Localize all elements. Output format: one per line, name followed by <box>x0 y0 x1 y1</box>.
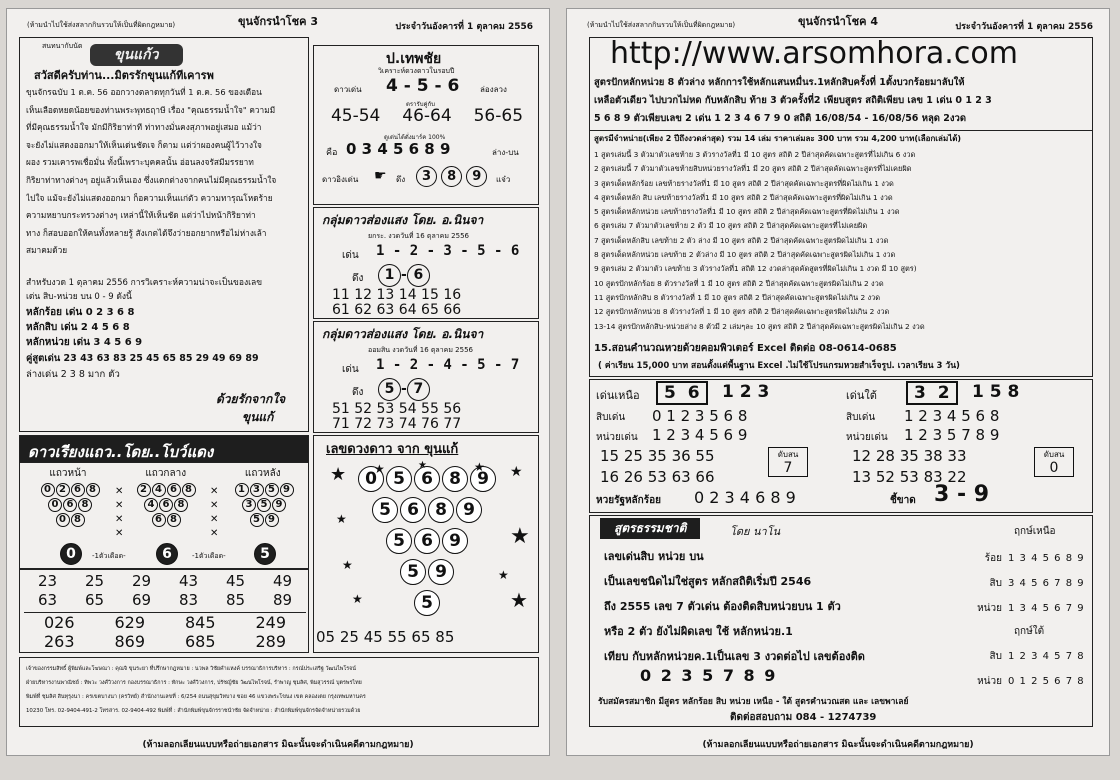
pull-digit: 7 <box>407 378 430 401</box>
natural-formula-box <box>589 515 1093 727</box>
pyramid-digit: 9 <box>272 498 286 512</box>
pthep-lead-label: ดาวเด่น <box>334 85 362 94</box>
article-line: กิริยาท่าทางต่างๆ อยู่แล้วเห็นเอง ซึ่งแตกต่างจากคนไม่มีคุณธรรมน้ำใจ <box>26 174 277 185</box>
formula-line: 10 สูตรปักหลักร้อย 8 ตัวรางวัลที่ 1 มี 10 สูตร สถิติ 2 ปีล่าสุดคัดเฉพาะสูตรผิดไม่เกิน 2 งวด <box>594 278 884 288</box>
south-luck-table <box>962 644 1090 694</box>
row-back-pyramid <box>228 482 300 527</box>
excel-line: 15.สอนคำนวณหวยด้วยคอมพิวเตอร์ Excel ติดต่อ 08-0614-0685 <box>594 343 897 354</box>
hundreds-line: หลักร้อย เด่น 0 2 3 6 8 <box>26 307 135 318</box>
formula-line: 8 สูตรเด็ดหลักหน่วย เลขท้าย 2 ตัวล่าง มี 10 สูตร สถิติ 2 ปีล่าสุดคัดเฉพาะสูตรผิดไม่เกิน 1 งวด <box>594 250 896 260</box>
north-tens-label: สิบเด่น <box>596 412 626 423</box>
north-luck-table <box>962 546 1090 621</box>
pyramid-digit: 6 <box>167 483 181 497</box>
pyramid-digit: 2 <box>56 483 70 497</box>
pick-digit: 0 <box>60 543 82 565</box>
shine-digit: 9 <box>466 166 487 187</box>
page-footer: (ห้ามลอกเลียนแบบหรือถ่ายเอกสาร มิฉะนั้นจะดำเนินคดีตามกฎหมาย) <box>142 740 414 750</box>
pyramid-digit: 4 <box>152 483 166 497</box>
pyramid-row <box>34 482 106 497</box>
star-digit: 0 <box>358 466 384 492</box>
star-icon: ★ <box>510 524 530 549</box>
pull-digit: 1 <box>378 264 401 287</box>
article-line: ผอง รวมเคารพเชื่อมั่น ทั้งนี้เพราะบุคคลนั้น อ่อนลงจรัสมีมรรยาท <box>26 157 254 168</box>
intro-line: เหลือตัวเดียว ไปบวกไม่หด กับหลักสิบ ท้าย 3 ตัวครั้งที่2 เพียบสูตร สถิติเพียบ เลข 1 เด่น 0 1 2 3 <box>594 95 992 106</box>
numbers-intro: สำหรับงวด 1 ตุลาคม 2556 การวิเคราะห์ความน่าจะเป็นของเลข <box>26 278 263 288</box>
credits-line: เจ้าของกรรมสิทธิ์ ผู้พิมพ์และโฆษณา : คุณจิ ขุนระยา ที่ปรึกษากฎหมาย : นวพล วิชัยคำแหงค์ บรรณาธิการบริหาร : กรณ์ประเสริฐ วัฒนไพโรจน์ <box>26 666 356 672</box>
star-digit: 9 <box>456 497 482 523</box>
pyramid-digit: 9 <box>265 513 279 527</box>
article-line: ความหยาบกระทรวงต่างๆ เหล่านี้ให้เห็นชัด แต่ว่าไปหน้ากิริยาท่า <box>26 210 256 221</box>
pyramid-digit: 6 <box>71 483 85 497</box>
natural-text <box>604 544 984 669</box>
pyramid-row <box>34 497 106 512</box>
star-digit: 8 <box>442 466 468 492</box>
star-numbers-bottom: 05 25 45 55 65 85 <box>316 628 455 646</box>
luck-row-digits: 1 3 4 5 6 8 9 <box>1008 553 1085 564</box>
pthep-digits-label: คือ <box>326 148 338 158</box>
grid-cell: 65 <box>84 591 105 609</box>
luck-row-label: หน่วย <box>977 603 1002 614</box>
pyramid-digit: 4 <box>144 498 158 512</box>
natural-line: เลขเด่นสิบ หน่วย บน <box>604 550 704 563</box>
group2-row: 71 72 73 74 76 77 <box>332 416 462 432</box>
natural-by: โดย นาโน <box>730 525 781 538</box>
article-body <box>26 84 304 260</box>
star-digit: 5 <box>414 590 440 616</box>
page-header <box>7 9 549 35</box>
pyramid-digit: 5 <box>265 483 279 497</box>
south-units: 1 2 3 5 7 8 9 <box>904 426 1000 444</box>
star-icon: ★ <box>330 464 347 485</box>
pick-digit: 5 <box>254 543 276 565</box>
pyramid-digit: 6 <box>159 498 173 512</box>
grid-cell: 29 <box>131 572 152 590</box>
triple-cell: 685 <box>184 632 216 651</box>
page-4 <box>566 8 1110 756</box>
website-url[interactable]: http://www.arsomhora.com <box>610 36 1018 71</box>
south-row: 12 28 35 38 33 <box>852 447 967 465</box>
article-heading: สวัสดีครับท่าน...มิตรรักขุนแก้ทีเคารพ <box>34 69 214 82</box>
pthep-pairs-label: ตรารับคู่กับ <box>406 101 435 108</box>
star-pyramid <box>314 466 540 621</box>
grid-cell: 49 <box>272 572 293 590</box>
header-date: ประจำวันอังคารที่ 1 ตุลาคม 2556 <box>955 22 1093 32</box>
pthep-shine-label: ดาวอิงเด่น <box>322 175 359 184</box>
north-units-label: หน่วยเด่น <box>596 432 638 443</box>
north-boxed-digit: 6 <box>687 383 700 403</box>
formula-box <box>589 37 1093 377</box>
formula-line: 7 สูตรเด็ดหลักสิบ เลขท้าย 2 ตัว ล่าง มี 10 สูตร สถิติ 2 ปีล่าสุดคัดเฉพาะสูตรผิดไม่เกิน 1 งวด <box>594 235 889 245</box>
credits-line: พิมพ์ที่ ชุมลิศ สินทุรุงนา : ครเขตบางนา (ครวิทย์) สำนักงานเลขที่ : 6/254 ถนนสุขุมวิทบาง ซอย 46 แขวงพระโขนง เขต คลองเตย กรุงเทพมหานคร <box>26 694 366 700</box>
credits-text <box>26 662 534 718</box>
pyramid-digit: 2 <box>137 483 151 497</box>
pyramid-digit: 0 <box>56 513 70 527</box>
group2-title: กลุ่มดาวส่องแสง โดย. อ.นินจา <box>322 327 484 341</box>
luck-row-digits: 0 1 2 5 6 7 8 <box>1008 676 1085 687</box>
pyramid-row <box>228 482 300 497</box>
luck-row <box>962 571 1090 596</box>
row-col-back: แถวหลัง <box>244 468 281 479</box>
formula-line: 1 สูตรเล่มนี้ 3 ตัวมาตัวเลขท้าย 3 ตัวรางวัลที่1 มี 10 สูตร สถิติ 2 ปีล่าสุดคัดเฉพาะสูตรที่ไม่เกิน 6 งวด <box>594 150 916 159</box>
triple-cell: 026 <box>43 613 75 632</box>
triple-cell: 249 <box>255 613 287 632</box>
luck-row <box>962 546 1090 571</box>
luck-row-digits: 3 4 5 6 7 8 9 <box>1008 578 1085 589</box>
pyramid-digit: 5 <box>250 513 264 527</box>
star-row <box>314 466 540 497</box>
hundreds-digits: 0 2 3 4 6 8 9 <box>694 488 796 507</box>
triple-cell: 263 <box>43 632 75 651</box>
star-icon: ★ <box>342 558 353 572</box>
south-pick-label: ดับสน <box>1043 450 1065 459</box>
triple-cell: 629 <box>114 613 146 632</box>
formula-line: 9 สูตรเล่ม 2 ตัวมาตัว เลขท้าย 3 ตัวรางวัลที่1 สถิติ 12 งวดล่าสุดคัดสูตรที่ผิดไม่เกิน 1 งวด มี 10 สูตร) <box>594 264 917 274</box>
luck-row-label: ร้อย <box>984 553 1002 564</box>
triple-cell: 845 <box>184 613 216 632</box>
group2-row: 51 52 53 54 55 56 <box>332 401 462 417</box>
group2-lead-label: เด่น <box>342 364 359 375</box>
star-digit: 6 <box>414 528 440 554</box>
star-row <box>314 590 540 621</box>
signature-2: ขุนแก้ <box>242 410 274 424</box>
star-icon: ★ <box>352 592 363 606</box>
north-boxed-digit: 5 <box>664 383 676 403</box>
star-digit: 5 <box>372 497 398 523</box>
pyramid-digit: 8 <box>182 483 196 497</box>
star-digit: 5 <box>400 559 426 585</box>
group2-pull-label: ดึง <box>352 387 364 398</box>
credits-line: 10230 โทร. 02-9404-491-2 โทรสาร. 02-9404-492 พิมพ์ที่ : สำนักพิมพ์ขุนจักรราชนำชัย จัดจำหน่าย : สำนักพิมพ์ขุนจักรจัดจำหน่ายรวมด้วย <box>26 708 361 714</box>
pyramid-digit: 8 <box>86 483 100 497</box>
article-line: ที่มีคุณธรรมน้ำใจ มักมีกิริยาท่าที ท่าทางมั่นคงสุภาพอยู่เสมอ แม้ว่า <box>26 122 262 133</box>
pyramid-digit: 8 <box>167 513 181 527</box>
intro-line: 5 6 8 9 ตัวเพียบเลข 2 เด่น 1 2 3 4 6 7 9 0 สถิติ 16/08/54 - 16/08/56 หลุด 2งวด <box>594 113 967 124</box>
pthep-pair: 56-65 <box>473 106 524 126</box>
star-group-box-2 <box>313 321 539 433</box>
formula-line: 5 สูตรเด็ดหลักหน่วย เลขท้ายรางวัลที่1 มี 10 สูตร สถิติ 2 ปีล่าสุดคัดเฉพาะสูตรที่ผิดไม่เกิน 1 งวด <box>594 207 900 217</box>
triples-grid <box>24 612 306 651</box>
group1-row: 11 12 13 14 15 16 <box>332 287 462 303</box>
grid-cell: 45 <box>225 572 246 590</box>
header-title: ขุนจักรนำโชค 4 <box>798 15 878 28</box>
north-pick-box <box>768 447 808 477</box>
group2-lead: 1 - 2 - 4 - 5 - 7 <box>376 357 520 373</box>
number-grid <box>24 572 306 610</box>
north-rest: 1 2 3 <box>722 382 770 402</box>
natural-line: เป็นเลขชนิดไม่ใช่สูตร หลักสถิติเริ่มปี 2546 <box>604 575 812 588</box>
units-line: หลักหน่วย เด่น 3 4 5 6 9 <box>26 337 143 348</box>
luck-row <box>962 644 1090 669</box>
pyramid-row <box>228 512 300 527</box>
pthep-note: ดูเด่นได้ดั่งมาร์ค 100% <box>384 134 446 141</box>
pull-digit: 5 <box>378 378 401 401</box>
membership-line: รับสมัครสมาชิก มีสูตร หลักร้อย สิบ หน่วย เหนือ - ใต้ สูตรคำนวณสด และ เลขพาเลย์ <box>598 697 909 707</box>
pyramid-digit: 5 <box>257 498 271 512</box>
group1-pull: 1 - 6 <box>378 264 430 287</box>
group1-pull-label: ดึง <box>352 273 364 284</box>
star-group-box-1 <box>313 207 539 319</box>
article-line: ขุนจักรฉบับ 1 ต.ค. 56 ออกวางตลาดทุกวันที่ 1 ต.ค. 56 ของเดือน <box>26 87 262 97</box>
north-row: 15 25 35 36 55 <box>600 447 715 465</box>
hundreds-label: หวยรัฐหลักร้อย <box>596 495 661 506</box>
pyramid-row <box>130 512 202 527</box>
pthep-subtitle: วิเคราะห์ดวงดาวในรอบปี <box>378 67 455 75</box>
south-tens-label: สิบเด่น <box>846 412 876 423</box>
header-warning: (ห้ามนำไปใช้ส่งสลากกินรวบให้เป็นที่ผิดกฎหมาย) <box>587 21 736 29</box>
formula-line: 12 สูตรปักหลักหน่วย 8 ตัวรางวัลที่ 1 มี 10 สูตร สถิติ 2 ปีล่าสุดคัดเฉพาะสูตรผิดไม่เกิน 2 งวด <box>594 307 890 317</box>
grid-cell: 69 <box>131 591 152 609</box>
article-tag: สนทนากับนัต <box>42 42 83 50</box>
formulas-heading: สูตรมีจำหน่าย(เพียง 2 ปีถึงงวดล่าสุด) รวม 14 เล่ม ราคาเล่มละ 300 บาท รวม 4,200 บาท(เลือกเล่มได้) <box>594 134 962 143</box>
row-col-front: แถวหน้า <box>49 468 87 479</box>
south-rest: 1 5 8 <box>972 382 1020 402</box>
star-digit: 9 <box>442 528 468 554</box>
south-pick: 0 <box>1049 460 1059 476</box>
triple-cell: 869 <box>114 632 146 651</box>
row-mid-pyramid <box>130 482 202 527</box>
excel-note: ( ค่าเรียน 15,000 บาท สอนตั้งแต่พื้นฐาน Excel .ไม่ใช้โปรแกรมหวยสำเร็จรูป. เวลาเรียน 3 วัน) <box>598 361 960 371</box>
north-luck-label: ฤกษ์เหนือ <box>1014 526 1056 537</box>
group2-date: ออมสิน งวดวันที่ 16 ตุลาคม 2556 <box>368 346 473 354</box>
contact-line: ติดต่อสอบถาม 084 - 1274739 <box>730 712 877 723</box>
luck-row <box>962 596 1090 621</box>
group1-date: ยกระ. งวดวันที่ 16 ตุลาคม 2556 <box>368 232 469 240</box>
north-row: 16 26 53 63 66 <box>600 468 715 486</box>
group1-lead-label: เด่น <box>342 250 359 261</box>
shine-digit: 3 <box>416 166 437 187</box>
luck-row-digits: 1 2 3 4 5 7 8 <box>1008 651 1085 662</box>
natural-line: ถึง 2555 เลข 7 ตัวเด่น ต้องติดสิบหน่วยบน 1 ตัว <box>604 600 841 613</box>
natural-big-digits: 0 2 3 5 7 8 9 <box>640 666 778 685</box>
article-line: เห็นเลือดหยดน้อยของท่านพระพุทธฤาษี เรื่อง "คุณธรรมน้ำใจ" ความมี <box>26 104 276 115</box>
star-digit: 9 <box>470 466 496 492</box>
row-col-mid: แถวกลาง <box>145 468 187 479</box>
luck-row <box>962 669 1090 694</box>
north-label: เด่นเหนือ <box>596 389 640 402</box>
pyramid-digit: 9 <box>280 483 294 497</box>
row-stars-headers <box>20 466 310 481</box>
pyramid-row <box>130 497 202 512</box>
luck-row-label: หน่วย <box>977 676 1002 687</box>
north-tens: 0 1 2 3 5 6 8 <box>652 407 748 425</box>
north-pick: 7 <box>783 460 793 476</box>
grid-cell: 83 <box>178 591 199 609</box>
numbers-sub: เด่น สิบ-หน่วย บน 0 - 9 ดังนี้ <box>26 292 132 302</box>
star-digit: 5 <box>386 466 412 492</box>
article-line: สมาคมด้วย <box>26 245 68 256</box>
page-3 <box>6 8 550 756</box>
star-digit: 6 <box>414 466 440 492</box>
grid-cell: 89 <box>272 591 293 609</box>
pointing-hand-icon: ☛ <box>374 168 387 184</box>
pthep-pair: 45-54 <box>330 106 381 126</box>
intro-line: สูตรปักหลักหน่วย 8 ตัวล่าง หลักการใช้หลักแสนหมื่นร.1หลักสิบครั้งที่ 1ตั้งบวกร้อยมาลับให้ <box>594 77 965 88</box>
number-grid-box <box>19 569 309 653</box>
south-luck-label: ฤกษ์ใต้ <box>1014 626 1045 637</box>
south-boxed <box>906 381 958 405</box>
pthep-digits: 0 3 4 5 6 8 9 <box>346 140 451 158</box>
pick-digit: 6 <box>156 543 178 565</box>
tens-line: หลักสิบ เด่น 2 4 5 6 8 <box>26 322 130 333</box>
row-stars-title: ดาวเรียงแถว..โดย..โบว์แดง <box>28 443 214 461</box>
intro-text <box>594 74 1090 128</box>
final-pick: 3 - 9 <box>934 482 990 507</box>
pthep-pairs <box>320 106 534 126</box>
pyramid-digit: 0 <box>41 483 55 497</box>
triple-row <box>24 632 306 651</box>
pyramid-digit: 6 <box>63 498 77 512</box>
south-label: เด่นใต้ <box>846 389 877 402</box>
star-row <box>314 497 540 528</box>
star-icon: ★ <box>374 462 385 476</box>
formula-line: 13-14 สูตรปักหลักสิบ-หน่วยล่าง 8 ตัวมี 2 เล่มๆละ 10 สูตร สถิติ 2 ปีล่าสุดคัดเฉพาะสูตรผิดไม่เกิน 2 งวด <box>594 321 925 331</box>
north-units: 1 2 3 4 5 6 9 <box>652 426 748 444</box>
triple-row <box>24 613 306 632</box>
article-box <box>19 37 309 432</box>
pairs-line: คู่สูตเด่น 23 43 63 83 25 45 65 85 29 49 69 89 <box>26 353 259 364</box>
south-boxed-digit: 3 <box>914 383 926 403</box>
south-row: 13 52 53 83 22 <box>852 468 967 486</box>
luck-row-label: สิบ <box>989 651 1002 662</box>
formula-line: 2 สูตรเล่มนี้ 7 ตัวมาตัวเลขท้ายสิบหน่วยรางวัลที่1 มี 20 สูตร สถิติ 2 ปีล่าสุดคัดเฉพาะสูตรที่ไม่เคยผิด <box>594 164 912 174</box>
shine-digit: 8 <box>441 166 462 187</box>
pthep-shine-mid: ดึง <box>396 175 406 184</box>
grid-cell: 43 <box>178 572 199 590</box>
star-digit: 6 <box>400 497 426 523</box>
signature-1: ด้วยรักจากใจ <box>216 392 286 406</box>
pthep-shine-suffix: แจ๋ว <box>496 175 511 184</box>
header-title: ขุนจักรนำโชค 3 <box>238 15 318 28</box>
star-icon: ★ <box>510 588 528 612</box>
north-boxed <box>656 381 708 405</box>
pyramid-digit: 3 <box>250 483 264 497</box>
grid-cell: 23 <box>37 572 58 590</box>
pyramid-row <box>34 512 106 527</box>
pthep-lead: 4 - 5 - 6 <box>386 76 460 96</box>
star-icon: ★ <box>418 460 427 471</box>
pyramid-row <box>130 482 202 497</box>
page-header <box>567 9 1109 35</box>
grid-cell: 63 <box>37 591 58 609</box>
star-icon: ★ <box>510 464 523 480</box>
pull-digit: 6 <box>407 264 430 287</box>
article-line: จะยังไม่แสดงออกมาให้เห็นเด่นชัดเจ ก็ตาม แต่ว่าผองคนผู้ไว้วางใจ <box>26 139 262 150</box>
formula-line: 3 สูตรเด็ดหลักร้อย เลขท้ายรางวัลที่1 มี 10 สูตร สถิติ 2 ปีล่าสุดคัดเฉพาะสูตรที่ผิดไม่เกิน 1 งวด <box>594 178 894 188</box>
south-units-label: หน่วยเด่น <box>846 432 888 443</box>
credits-line: ฝ่ายบริหารงานพาณิชย์ : ทิพวะ วงศ์วิวงการ กองบรรณาธิการ : ทักษะ วงศ์วิวงการ, ปรัชญ์ชัย วัฒนไพโรจน์, รำพาญ ชุมลิศ, พิมสุวรรณ์ บุตรพรไทย <box>26 680 362 686</box>
star-icon: ★ <box>336 512 347 526</box>
header-date: ประจำวันอังคารที่ 1 ตุลาคม 2556 <box>395 22 533 32</box>
final-label: ชี้ขาด <box>890 495 916 506</box>
star-numbers-box <box>313 435 539 653</box>
group1-title: กลุ่มดาวส่องแสง โดย. อ.นินจา <box>322 213 484 227</box>
pthep-pair: 46-64 <box>402 106 452 126</box>
triple-cell: 289 <box>255 632 287 651</box>
north-south-box <box>589 379 1093 513</box>
star-digit: 9 <box>428 559 454 585</box>
khunkaew-logo: ขุนแก้ว <box>90 44 183 66</box>
pyramid-digit: 3 <box>242 498 256 512</box>
south-boxed-digit: 2 <box>937 383 950 403</box>
formula-list <box>594 148 1090 334</box>
group1-lead: 1 - 2 - 3 - 5 - 6 <box>376 243 520 259</box>
pick-label: -1ตัวเดือด- <box>192 552 226 560</box>
group2-pull: 5 - 7 <box>378 378 430 401</box>
star-icon: ★ <box>474 460 485 474</box>
star-icon: ★ <box>498 568 509 582</box>
north-pick-label: ดับสน <box>777 450 799 459</box>
natural-line: เทียบ กับหลักหน่วยค.1เป็นเลข 3 งวดต่อไป เลขต้องติด <box>604 650 865 663</box>
row-front-pyramid <box>34 482 106 527</box>
page-footer: (ห้ามลอกเลียนแบบหรือถ่ายเอกสาร มิฉะนั้นจะดำเนินคดีตามกฎหมาย) <box>702 740 974 750</box>
pthep-lead-suffix: ล่องลวง <box>480 85 507 94</box>
grid-row <box>24 572 306 591</box>
pick-label: -1ตัวเดือด- <box>92 552 126 560</box>
article-line: ทาง ก็สอบออกให้คนทั้งหลายรู้ สังเกตได้จึงว่ายอกยากหรือไม่ห่างเล้า <box>26 227 267 238</box>
grid-cell: 25 <box>84 572 105 590</box>
south-tens: 1 2 3 4 5 6 8 <box>904 407 1000 425</box>
star-digit: 5 <box>386 528 412 554</box>
pyramid-digit: 0 <box>48 498 62 512</box>
pyramid-row <box>228 497 300 512</box>
formula-line: 11 สูตรปักหลักสิบ 8 ตัวรางวัลที่ 1 มี 10 สูตร สถิติ 2 ปีล่าสุดคัดเฉพาะสูตรผิดไม่เกิน 2 งวด <box>594 292 881 302</box>
formula-line: 4 สูตรเด็ดหลัก สิบ เลขท้ายรางวัลที่1 มี 10 สูตร สถิติ 2 ปีล่าสุดคัดเฉพาะสูตรที่ผิดไม่เกิน 1 งวด <box>594 192 893 202</box>
pthep-title: ป.เทพชัย <box>386 51 442 67</box>
pyramid-digit: 8 <box>78 498 92 512</box>
formula-line: 6 สูตรเล่ม 7 ตัวมาตัวเลขท้าย 2 ตัว มี 10 สูตร สถิติ 2 ปีล่าสุดคัดเฉพาะสูตรที่ไม่เคยผิด <box>594 221 868 231</box>
pyramid-digit: 6 <box>152 513 166 527</box>
pthep-digits-suffix: ล่าง-บน <box>492 148 519 157</box>
pyramid-digit: 8 <box>174 498 188 512</box>
star-numbers-title: เลขดวงดาว จาก ขุนแก้ <box>326 442 459 457</box>
low-line: ล่างเด่น 2 3 8 มาก ตัว <box>26 369 120 380</box>
star-row <box>314 528 540 559</box>
row-stars-banner <box>19 435 309 463</box>
article-line: ไปใจ แม้จะยังไม่แสดงออกมา ก็อความเห็นแก่ตัว ความทารุณโหดร้าย <box>26 192 273 203</box>
grid-cell: 85 <box>225 591 246 609</box>
natural-line: หรือ 2 ตัว ยังไม่ผิดเลข ใช้ หลักหน่วย.1 <box>604 625 793 638</box>
pyramid-digit: 1 <box>235 483 249 497</box>
star-digit: 8 <box>428 497 454 523</box>
x-marks: ✕ ✕ ✕ ✕ <box>210 486 219 539</box>
x-marks: ✕ ✕ ✕ ✕ <box>115 486 124 539</box>
group1-row: 61 62 63 64 65 66 <box>332 302 462 318</box>
luck-row-digits: 1 3 4 5 6 7 9 <box>1008 603 1085 614</box>
south-pick-box <box>1034 447 1074 477</box>
grid-row <box>24 591 306 610</box>
pyramid-digit: 8 <box>71 513 85 527</box>
pthep-shine <box>416 166 487 187</box>
pthep-box <box>313 45 539 205</box>
luck-row-label: สิบ <box>989 578 1002 589</box>
credits-box <box>19 657 539 727</box>
natural-logo: สูตรธรรมชาติ <box>600 518 700 539</box>
header-warning: (ห้ามนำไปใช้ส่งสลากกินรวบให้เป็นที่ผิดกฎหมาย) <box>27 21 176 29</box>
row-stars-box <box>19 463 309 569</box>
